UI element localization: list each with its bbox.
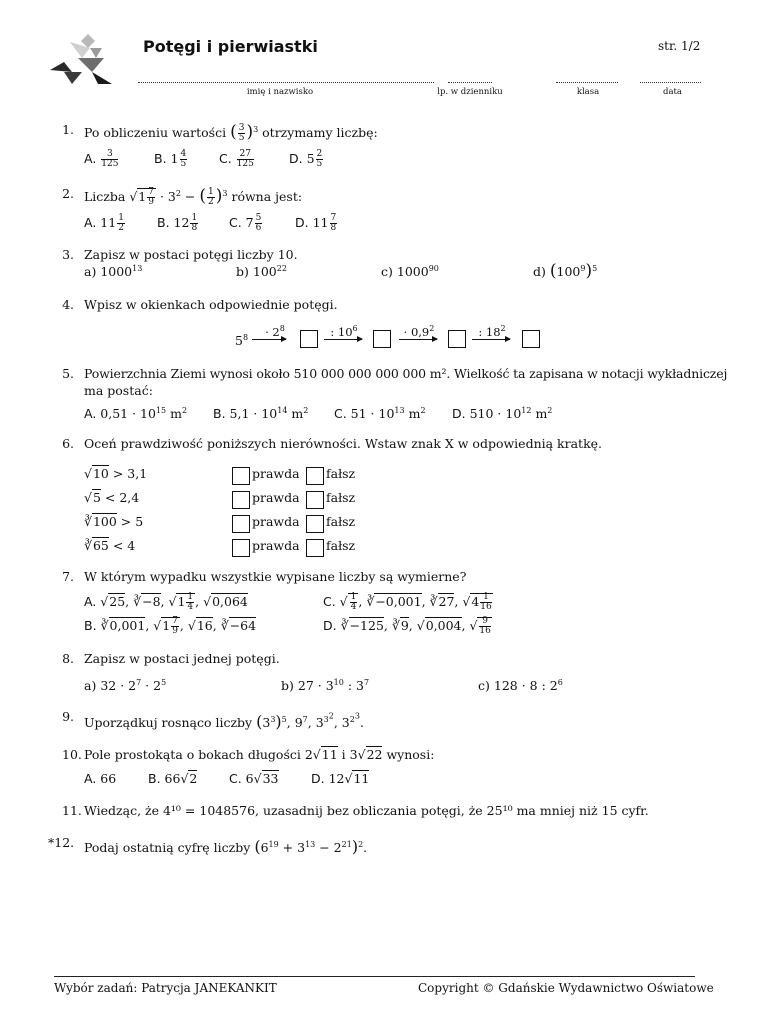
false-label: fałsz (326, 514, 356, 529)
math-expression: 2√11 i 3√22 (304, 747, 383, 762)
option-d[interactable]: D. 11 $\frac{7}{8}$ (295, 213, 337, 233)
question-number: 6. (62, 436, 74, 451)
arrow-icon (399, 339, 437, 340)
inequality: ∛65 < 4 (84, 538, 136, 553)
date-field[interactable] (640, 70, 701, 83)
question-number: 3. (62, 247, 74, 262)
true-label: prawda (252, 490, 300, 505)
start-value: $5^8$ (235, 333, 249, 349)
name-field[interactable] (138, 70, 434, 83)
option-c[interactable]: C. $\frac{27}{125}$ (219, 149, 254, 169)
inequality: ∛100 > 5 (84, 514, 144, 529)
publisher-logo (48, 34, 114, 88)
option-b[interactable]: B. $5,1 \cdot 10^{14}$ $m^2$ (213, 406, 309, 422)
option-b[interactable]: B. 12 $\frac{1}{8}$ (157, 213, 198, 233)
class-field[interactable] (556, 70, 618, 83)
false-checkbox[interactable] (306, 467, 324, 485)
option-a[interactable]: A. 66 (84, 771, 117, 786)
true-checkbox[interactable] (232, 539, 250, 557)
option-a[interactable]: A. √25, ∛−8, √1 $\frac{1}{4}$ , √0,064 (84, 592, 248, 612)
question-number: 11. (62, 803, 82, 818)
question-text: Wiedząc, że 4¹⁰ = 1048576, uzasadnij bez obliczania potęgi, że 25¹⁰ ma mniej niż 15 cyfr. (84, 803, 649, 818)
false-label: fałsz (326, 490, 356, 505)
option-a[interactable]: A. $\frac{3}{125}$ (84, 149, 119, 169)
math-expression: $(6^{19} + 3^{13} - 2^{21})^2$. (254, 837, 368, 856)
false-label: fałsz (326, 466, 356, 481)
number-label: lp. w dzienniku (437, 87, 503, 97)
option-b[interactable]: B. ∛0,001, √1 $\frac{7}{9}$ , √16, ∛−64 (84, 616, 257, 636)
option-d[interactable]: d) $(100^9)^5$ (533, 261, 598, 281)
question-number: 10. (62, 747, 82, 762)
true-label: prawda (252, 514, 300, 529)
question-text: otrzymamy liczbę: (262, 125, 378, 140)
option-a[interactable]: A. 11 $\frac{1}{2}$ (84, 213, 124, 233)
question-text: ma postać: (84, 383, 153, 398)
question-text: Oceń prawdziwość poniższych nierówności. Wstaw znak X w odpowiednią kratkę. (84, 436, 603, 451)
question-number: 9. (62, 709, 74, 724)
answer-box[interactable] (300, 330, 318, 348)
true-label: prawda (252, 538, 300, 553)
answer-box[interactable] (522, 330, 540, 348)
question-text: Liczba (84, 189, 126, 204)
question-text: Powierzchnia Ziemi wynosi około 510 000 000 000 000 m². Wielkość ta zapisana w notacji wykładniczej (84, 366, 728, 381)
question-text: wynosi: (386, 747, 435, 762)
operation-label: : $10^6$ (330, 324, 358, 339)
arrow-icon (324, 339, 362, 340)
question-text: W którym wypadku wszystkie wypisane liczby są wymierne? (84, 569, 467, 584)
option-d[interactable]: D. $510 \cdot 10^{12}$ $m^2$ (452, 406, 553, 422)
footer-copyright: Copyright © Gdańskie Wydawnictwo Oświatowe (418, 981, 714, 995)
inequality: √10 > 3,1 (84, 466, 148, 481)
math-expression: $(3^3)^5$, $9^7$, $3^{3^2}$, $3^{2^3}$. (256, 711, 364, 731)
option-b[interactable]: b) $27 \cdot 3^{10}$ : $3^7$ (281, 678, 370, 694)
question-number: 4. (62, 297, 74, 312)
question-4 (62, 297, 702, 357)
question-number: 7. (62, 569, 74, 584)
question-text: równa jest: (231, 189, 303, 204)
option-b[interactable]: B. 1 $\frac{4}{5}$ (154, 149, 187, 169)
option-c[interactable]: c) 1000$^{90}$ (381, 264, 439, 280)
true-checkbox[interactable] (232, 515, 250, 533)
option-a[interactable]: a) $32 \cdot 2^7 \cdot 2^5$ (84, 678, 167, 694)
false-checkbox[interactable] (306, 515, 324, 533)
name-label: imię i nazwisko (246, 87, 314, 97)
arrow-icon (472, 339, 510, 340)
option-d[interactable]: D. 5 $\frac{2}{5}$ (289, 149, 323, 169)
footer-divider (54, 976, 695, 977)
operation-label: · $2^8$ (265, 324, 285, 339)
question-text: Zapisz w postaci potęgi liczby 10. (84, 247, 298, 262)
date-label: data (663, 87, 682, 97)
question-text: Pole prostokąta o bokach długości (84, 747, 301, 762)
question-text: Podaj ostatnią cyfrę liczby (84, 840, 251, 855)
option-d[interactable]: D. ∛−125, ∛9, √0,004, √ $\frac{9}{16}$ (323, 616, 491, 636)
inequality: √5 < 2,4 (84, 490, 140, 505)
option-c[interactable]: C. 6√33 (229, 771, 279, 786)
option-c[interactable]: C. 7 $\frac{5}{6}$ (229, 213, 262, 233)
false-label: fałsz (326, 538, 356, 553)
true-checkbox[interactable] (232, 467, 250, 485)
option-c[interactable]: C. √ $\frac{1}{4}$ , ∛−0,001, ∛27, √4 $\frac{1}{16}$ (323, 592, 492, 612)
question-number: 1. (62, 122, 74, 137)
true-checkbox[interactable] (232, 491, 250, 509)
question-number: 2. (62, 186, 74, 201)
option-b[interactable]: b) $100^{22}$ (236, 264, 287, 280)
option-d[interactable]: D. 12√11 (311, 771, 370, 786)
question-text: Po obliczeniu wartości (84, 125, 227, 140)
math-expression: √1 $\frac{7}{9}$ · $3^2$ − ( $\frac{1}{2}$ )$^3$ (129, 186, 228, 207)
question-number: *12. (48, 835, 75, 850)
operation-label: : $18^2$ (478, 324, 506, 339)
option-c[interactable]: c) 128 · 8 : $2^6$ (478, 678, 563, 694)
class-label: klasa (576, 87, 600, 97)
worksheet-title: Potęgi i pierwiastki (143, 37, 318, 56)
answer-box[interactable] (373, 330, 391, 348)
question-6 (62, 436, 702, 556)
option-a[interactable]: a) 1000$^{13}$ (84, 264, 143, 280)
footer-author: Wybór zadań: Patrycja JANEKANKIT (54, 981, 277, 995)
option-a[interactable]: A. $0,51 \cdot 10^{15}$ $m^2$ (84, 406, 188, 422)
math-expression: ( $\frac{3}{5}$ )$^3$ (230, 122, 259, 143)
false-checkbox[interactable] (306, 491, 324, 509)
question-text: Uporządkuj rosnąco liczby (84, 714, 253, 730)
option-b[interactable]: B. 66√2 (148, 771, 198, 786)
operation-label: · $0,9^2$ (403, 324, 435, 339)
number-field[interactable] (448, 70, 492, 83)
question-number: 5. (62, 366, 74, 381)
question-text: Wpisz w okienkach odpowiednie potęgi. (84, 297, 338, 312)
false-checkbox[interactable] (306, 539, 324, 557)
true-label: prawda (252, 466, 300, 481)
option-c[interactable]: C. $51 \cdot 10^{13}$ $m^2$ (334, 406, 426, 422)
question-number: 8. (62, 651, 74, 666)
answer-box[interactable] (448, 330, 466, 348)
page-number: str. 1/2 (658, 39, 701, 53)
arrow-icon (252, 339, 286, 340)
question-text: Zapisz w postaci jednej potęgi. (84, 651, 280, 666)
